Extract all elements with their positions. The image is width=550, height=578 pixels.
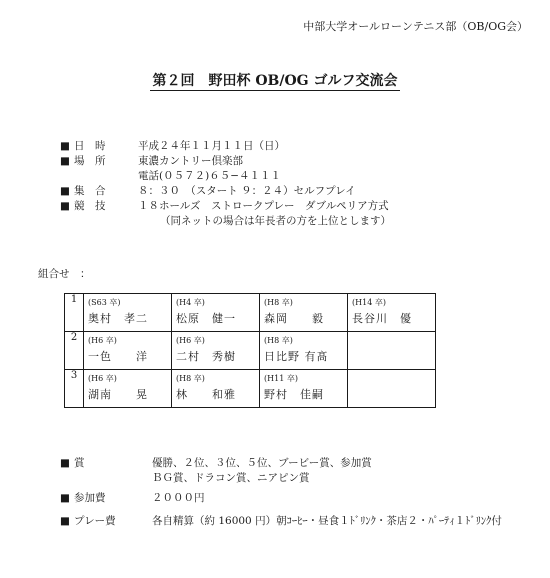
graduation-year: (H6 卒) — [88, 336, 117, 345]
meeting-label: 集 合 — [74, 185, 106, 197]
prize-value-2: ＢＧ賞、ドラコン賞、ニアピン賞 — [152, 472, 310, 484]
competition-label: 競 技 — [74, 200, 106, 212]
player-cell — [348, 332, 436, 370]
detail-place — [60, 153, 243, 168]
detail-date — [60, 138, 285, 153]
player-name: 一色 洋 — [88, 350, 148, 363]
bullet-icon: ■ — [60, 140, 70, 152]
player-cell — [260, 332, 348, 370]
player-cell — [84, 370, 172, 408]
prize-row — [60, 455, 372, 470]
prize-label: 賞 — [74, 457, 85, 469]
detail-competition — [60, 198, 389, 213]
graduation-year: (H6 卒) — [88, 374, 117, 383]
graduation-year: (H8 卒) — [264, 336, 293, 345]
bullet-icon: ■ — [60, 457, 70, 469]
graduation-year: (S63 卒) — [88, 298, 121, 307]
player-name: 森岡 毅 — [264, 312, 324, 325]
graduation-year: (H11 卒) — [264, 374, 298, 383]
player-cell — [84, 332, 172, 370]
date-value: 平成２４年１１月１１日（日） — [138, 140, 285, 152]
groups-label: 組合せ ： — [38, 268, 91, 280]
bullet-icon: ■ — [60, 492, 70, 504]
group-number: 3 — [65, 370, 84, 408]
player-cell — [172, 294, 260, 332]
graduation-year: (H8 卒) — [176, 374, 205, 383]
bullet-icon: ■ — [60, 200, 70, 212]
competition-note: （同ネットの場合は年長者の方を上位とします） — [160, 215, 391, 227]
player-name: 奥村 孝二 — [88, 312, 148, 325]
player-name: 松原 健一 — [176, 312, 236, 325]
player-name: 野村 佳嗣 — [264, 388, 324, 401]
fee-label: 参加費 — [74, 492, 106, 504]
player-name: 長谷川 優 — [352, 312, 412, 325]
player-name: 林 和雅 — [176, 388, 236, 401]
player-name — [348, 346, 435, 348]
graduation-year — [348, 332, 435, 346]
group-number: 1 — [65, 294, 84, 332]
player-name: 日比野 有髙 — [264, 350, 329, 363]
prize-value: 優勝、２位、３位、５位、ブービー賞、参加賞 — [152, 457, 372, 469]
graduation-year: (H6 卒) — [176, 336, 205, 345]
graduation-year: (H4 卒) — [176, 298, 205, 307]
play-fee-label: プレー費 — [74, 515, 116, 527]
player-name — [348, 384, 435, 386]
group-number: 2 — [65, 332, 84, 370]
date-label: 日 時 — [74, 140, 106, 152]
table-row — [65, 332, 436, 370]
player-name: 湖南 晃 — [88, 388, 148, 401]
player-cell — [348, 294, 436, 332]
graduation-year: (H8 卒) — [264, 298, 293, 307]
play-fee-value: 各自精算（約 16000 円）朝ｺｰﾋｰ・昼食１ﾄﾞﾘﾝｸ・茶店２・ﾊﾟｰﾃｨ１ﾄﾞﾘﾝｸ付 — [152, 515, 502, 527]
player-cell — [348, 370, 436, 408]
graduation-year — [348, 370, 435, 384]
fee-row — [60, 490, 205, 505]
player-cell — [172, 370, 260, 408]
place-value: 東濃カントリー倶楽部 — [138, 155, 243, 167]
detail-meeting — [60, 183, 356, 198]
bullet-icon: ■ — [60, 155, 70, 167]
organization-name: 中部大学オールローンテニス部（OB/OG会） — [303, 20, 528, 33]
table-row — [65, 370, 436, 408]
player-cell — [260, 370, 348, 408]
fee-value: ２０００円 — [152, 492, 205, 504]
competition-value: １８ホールズ ストロークプレー ダブルペリア方式 — [138, 200, 389, 212]
bullet-icon: ■ — [60, 515, 70, 527]
player-name: 二村 秀樹 — [176, 350, 236, 363]
bullet-icon: ■ — [60, 185, 70, 197]
meeting-value: ８：３０ （スタート ９：２４）セルフプレイ — [138, 185, 356, 197]
player-cell — [84, 294, 172, 332]
table-row — [65, 294, 436, 332]
play-fee-row — [60, 513, 502, 528]
place-phone: 電話(０５７２)６５−４１１１ — [138, 170, 281, 182]
place-label: 場 所 — [74, 155, 106, 167]
player-cell — [260, 294, 348, 332]
graduation-year: (H14 卒) — [352, 298, 386, 307]
document-title: 第２回 野田杯 OB/OG ゴルフ交流会 — [152, 73, 398, 89]
player-cell — [172, 332, 260, 370]
groups-table — [64, 293, 436, 408]
